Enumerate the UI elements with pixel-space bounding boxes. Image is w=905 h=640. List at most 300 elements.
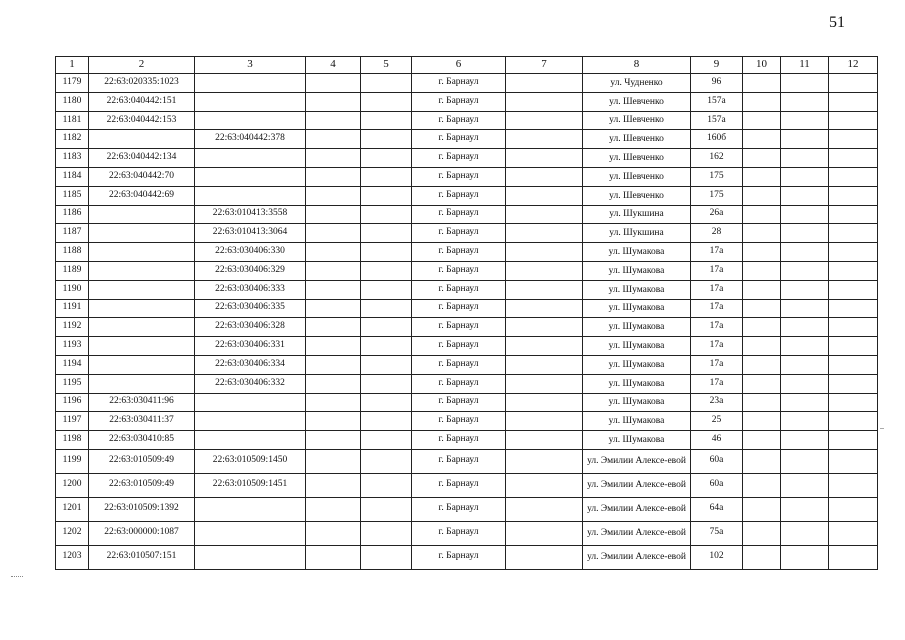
page-number: 51: [829, 14, 845, 31]
cell-col-4: [306, 412, 361, 431]
table-row: [56, 545, 878, 569]
cell-col-12: [829, 449, 878, 473]
cell-house-number: 60а: [691, 473, 743, 497]
cell-settlement: г. Барнаул: [412, 374, 506, 393]
cell-settlement: г. Барнаул: [412, 224, 506, 243]
cell-col-4: [306, 431, 361, 450]
cell-settlement: г. Барнаул: [412, 497, 506, 521]
cell-col-10: [743, 130, 781, 149]
cell-row-number: 1189: [56, 261, 89, 280]
col-header-10: 10: [743, 57, 781, 74]
cell-col-5: [361, 92, 412, 111]
cell-cadastral-number-land: [89, 130, 195, 149]
cell-col-10: [743, 186, 781, 205]
cell-settlement: г. Барнаул: [412, 449, 506, 473]
cell-col-7: [506, 412, 583, 431]
cell-col-10: [743, 545, 781, 569]
table-row: [56, 431, 878, 450]
cell-col-7: [506, 280, 583, 299]
cell-col-5: [361, 374, 412, 393]
cell-cadastral-number-land: [89, 280, 195, 299]
cell-col-12: [829, 521, 878, 545]
cell-settlement: г. Барнаул: [412, 149, 506, 168]
cell-cadastral-number-building: 22:63:030406:333: [195, 280, 306, 299]
cell-col-11: [781, 337, 829, 356]
cell-col-7: [506, 473, 583, 497]
cell-col-5: [361, 167, 412, 186]
cell-col-4: [306, 355, 361, 374]
cell-house-number: 46: [691, 431, 743, 450]
cell-cadastral-number-land: 22:63:040442:69: [89, 186, 195, 205]
cell-house-number: 28: [691, 224, 743, 243]
cell-row-number: 1195: [56, 374, 89, 393]
cell-cadastral-number-building: [195, 412, 306, 431]
cell-col-10: [743, 337, 781, 356]
cell-col-11: [781, 130, 829, 149]
cell-cadastral-number-building: [195, 393, 306, 412]
cell-cadastral-number-land: [89, 261, 195, 280]
cell-col-5: [361, 431, 412, 450]
cell-settlement: г. Барнаул: [412, 299, 506, 318]
cell-col-4: [306, 299, 361, 318]
cell-row-number: 1201: [56, 497, 89, 521]
cell-col-5: [361, 243, 412, 262]
cell-street: ул. Шумакова: [583, 261, 691, 280]
cell-cadastral-number-land: 22:63:010509:49: [89, 473, 195, 497]
cell-col-11: [781, 243, 829, 262]
cell-col-11: [781, 205, 829, 224]
cell-house-number: 175: [691, 186, 743, 205]
table-row: [56, 473, 878, 497]
cell-street: ул. Шукшина: [583, 205, 691, 224]
cell-col-10: [743, 497, 781, 521]
cell-cadastral-number-land: 22:63:010507:151: [89, 545, 195, 569]
col-header-6: 6: [412, 57, 506, 74]
cell-settlement: г. Барнаул: [412, 318, 506, 337]
cell-settlement: г. Барнаул: [412, 205, 506, 224]
cell-col-4: [306, 393, 361, 412]
cell-col-7: [506, 130, 583, 149]
cell-col-10: [743, 205, 781, 224]
cell-cadastral-number-building: [195, 545, 306, 569]
cell-col-10: [743, 149, 781, 168]
cell-row-number: 1193: [56, 337, 89, 356]
cell-house-number: 26а: [691, 205, 743, 224]
cell-cadastral-number-land: [89, 337, 195, 356]
cell-house-number: 17а: [691, 355, 743, 374]
col-header-5: 5: [361, 57, 412, 74]
cell-cadastral-number-building: [195, 74, 306, 93]
cell-settlement: г. Барнаул: [412, 261, 506, 280]
cell-house-number: 17а: [691, 318, 743, 337]
cell-row-number: 1187: [56, 224, 89, 243]
cell-row-number: 1199: [56, 449, 89, 473]
col-header-4: 4: [306, 57, 361, 74]
cell-street: ул. Шевченко: [583, 149, 691, 168]
cell-street: ул. Шумакова: [583, 374, 691, 393]
table-row: [56, 355, 878, 374]
cell-col-11: [781, 374, 829, 393]
table-row: [56, 521, 878, 545]
cell-col-5: [361, 205, 412, 224]
cell-col-4: [306, 521, 361, 545]
cell-cadastral-number-building: 22:63:030406:332: [195, 374, 306, 393]
cell-col-5: [361, 545, 412, 569]
cell-cadastral-number-building: 22:63:030406:334: [195, 355, 306, 374]
cell-row-number: 1190: [56, 280, 89, 299]
cell-col-12: [829, 318, 878, 337]
cell-house-number: 102: [691, 545, 743, 569]
table-row: [56, 205, 878, 224]
cell-cadastral-number-land: [89, 318, 195, 337]
cell-street: ул. Эмилии Алексе-евой: [583, 497, 691, 521]
cell-street: ул. Шумакова: [583, 318, 691, 337]
cell-house-number: 17а: [691, 261, 743, 280]
cell-house-number: 64а: [691, 497, 743, 521]
cell-street: ул. Чудненко: [583, 74, 691, 93]
cell-col-11: [781, 224, 829, 243]
cell-street: ул. Эмилии Алексе-евой: [583, 521, 691, 545]
cell-col-10: [743, 224, 781, 243]
cell-cadastral-number-building: 22:63:030406:331: [195, 337, 306, 356]
cell-col-12: [829, 374, 878, 393]
cell-col-12: [829, 355, 878, 374]
cell-cadastral-number-building: [195, 149, 306, 168]
cell-col-7: [506, 545, 583, 569]
cell-col-10: [743, 92, 781, 111]
col-header-12: 12: [829, 57, 878, 74]
cell-house-number: 162: [691, 149, 743, 168]
cell-street: ул. Шевченко: [583, 186, 691, 205]
cell-col-5: [361, 521, 412, 545]
cell-col-5: [361, 74, 412, 93]
cell-col-11: [781, 431, 829, 450]
cell-col-5: [361, 393, 412, 412]
cell-house-number: 157а: [691, 111, 743, 130]
table-row: [56, 92, 878, 111]
cell-street: ул. Шумакова: [583, 393, 691, 412]
table-row: [56, 149, 878, 168]
cell-settlement: г. Барнаул: [412, 111, 506, 130]
cell-row-number: 1203: [56, 545, 89, 569]
cell-col-10: [743, 167, 781, 186]
cell-col-11: [781, 318, 829, 337]
cell-street: ул. Шумакова: [583, 431, 691, 450]
cell-col-7: [506, 205, 583, 224]
cell-row-number: 1185: [56, 186, 89, 205]
cell-street: ул. Шумакова: [583, 299, 691, 318]
cell-cadastral-number-land: [89, 374, 195, 393]
cell-street: ул. Шевченко: [583, 111, 691, 130]
cell-col-4: [306, 167, 361, 186]
cell-col-4: [306, 374, 361, 393]
cell-cadastral-number-building: 22:63:010413:3558: [195, 205, 306, 224]
cell-house-number: 17а: [691, 280, 743, 299]
cell-cadastral-number-land: 22:63:040442:151: [89, 92, 195, 111]
cell-col-7: [506, 449, 583, 473]
cell-col-12: [829, 280, 878, 299]
cell-col-5: [361, 186, 412, 205]
cell-cadastral-number-land: [89, 205, 195, 224]
cell-col-10: [743, 355, 781, 374]
cell-cadastral-number-land: 22:63:010509:49: [89, 449, 195, 473]
cell-cadastral-number-building: 22:63:030406:329: [195, 261, 306, 280]
cell-settlement: г. Барнаул: [412, 74, 506, 93]
cell-col-10: [743, 473, 781, 497]
cell-col-11: [781, 149, 829, 168]
table-row: [56, 393, 878, 412]
cell-col-11: [781, 521, 829, 545]
cell-house-number: 175: [691, 167, 743, 186]
cell-row-number: 1191: [56, 299, 89, 318]
cell-settlement: г. Барнаул: [412, 280, 506, 299]
cell-cadastral-number-land: 22:63:040442:70: [89, 167, 195, 186]
cell-col-10: [743, 280, 781, 299]
cell-house-number: 23а: [691, 393, 743, 412]
cell-col-12: [829, 186, 878, 205]
cell-street: ул. Шумакова: [583, 243, 691, 262]
cell-house-number: 25: [691, 412, 743, 431]
cell-col-12: [829, 130, 878, 149]
cell-street: ул. Шумакова: [583, 412, 691, 431]
cell-street: ул. Эмилии Алексе-евой: [583, 545, 691, 569]
register-table: [55, 56, 878, 570]
cell-col-7: [506, 393, 583, 412]
cell-col-12: [829, 111, 878, 130]
cell-col-12: [829, 243, 878, 262]
scan-dot: [880, 428, 884, 429]
cell-col-4: [306, 497, 361, 521]
cell-house-number: 60а: [691, 449, 743, 473]
cell-col-5: [361, 261, 412, 280]
cell-col-5: [361, 318, 412, 337]
cell-row-number: 1181: [56, 111, 89, 130]
cell-cadastral-number-building: [195, 497, 306, 521]
table-row: [56, 224, 878, 243]
cell-col-7: [506, 299, 583, 318]
cell-house-number: 96: [691, 74, 743, 93]
cell-col-7: [506, 374, 583, 393]
cell-house-number: 17а: [691, 243, 743, 262]
cell-cadastral-number-building: 22:63:030406:330: [195, 243, 306, 262]
table-row: [56, 299, 878, 318]
cell-col-5: [361, 449, 412, 473]
cell-col-12: [829, 167, 878, 186]
cell-col-10: [743, 74, 781, 93]
cell-row-number: 1196: [56, 393, 89, 412]
cell-col-10: [743, 449, 781, 473]
col-header-2: 2: [89, 57, 195, 74]
cell-cadastral-number-building: [195, 186, 306, 205]
cell-street: ул. Шумакова: [583, 337, 691, 356]
cell-col-11: [781, 393, 829, 412]
cell-col-10: [743, 393, 781, 412]
table-row: [56, 280, 878, 299]
table-row: [56, 261, 878, 280]
cell-col-12: [829, 261, 878, 280]
table-row: [56, 374, 878, 393]
col-header-3: 3: [195, 57, 306, 74]
cell-col-7: [506, 92, 583, 111]
cell-col-5: [361, 337, 412, 356]
col-header-11: 11: [781, 57, 829, 74]
cell-col-12: [829, 92, 878, 111]
cell-col-11: [781, 412, 829, 431]
cell-col-10: [743, 521, 781, 545]
cell-col-4: [306, 337, 361, 356]
table-row: [56, 130, 878, 149]
cell-street: ул. Шумакова: [583, 280, 691, 299]
cell-cadastral-number-land: [89, 224, 195, 243]
cell-cadastral-number-land: 22:63:010509:1392: [89, 497, 195, 521]
cell-row-number: 1198: [56, 431, 89, 450]
table-row: [56, 243, 878, 262]
cell-col-12: [829, 497, 878, 521]
cell-cadastral-number-land: [89, 299, 195, 318]
cell-house-number: 17а: [691, 374, 743, 393]
cell-row-number: 1186: [56, 205, 89, 224]
cell-col-4: [306, 545, 361, 569]
cell-cadastral-number-building: [195, 521, 306, 545]
cell-col-10: [743, 243, 781, 262]
table-row: [56, 497, 878, 521]
cell-cadastral-number-building: 22:63:030406:328: [195, 318, 306, 337]
col-header-9: 9: [691, 57, 743, 74]
cell-col-12: [829, 74, 878, 93]
cell-row-number: 1194: [56, 355, 89, 374]
cell-col-4: [306, 261, 361, 280]
table-body: [56, 74, 878, 570]
cell-col-4: [306, 186, 361, 205]
cell-col-4: [306, 224, 361, 243]
cell-col-4: [306, 111, 361, 130]
cell-row-number: 1183: [56, 149, 89, 168]
cell-col-7: [506, 243, 583, 262]
cell-col-4: [306, 149, 361, 168]
col-header-7: 7: [506, 57, 583, 74]
cell-cadastral-number-building: 22:63:030406:335: [195, 299, 306, 318]
cell-house-number: 157а: [691, 92, 743, 111]
cell-row-number: 1182: [56, 130, 89, 149]
cell-col-7: [506, 337, 583, 356]
cell-cadastral-number-land: 22:63:020335:1023: [89, 74, 195, 93]
cell-col-5: [361, 412, 412, 431]
cell-row-number: 1180: [56, 92, 89, 111]
cell-col-11: [781, 355, 829, 374]
cell-col-4: [306, 74, 361, 93]
cell-col-11: [781, 299, 829, 318]
cell-col-7: [506, 74, 583, 93]
cell-settlement: г. Барнаул: [412, 92, 506, 111]
cell-cadastral-number-land: [89, 243, 195, 262]
cell-cadastral-number-building: 22:63:010413:3064: [195, 224, 306, 243]
cell-settlement: г. Барнаул: [412, 521, 506, 545]
cell-col-12: [829, 337, 878, 356]
cell-settlement: г. Барнаул: [412, 473, 506, 497]
cell-col-11: [781, 92, 829, 111]
cell-row-number: 1184: [56, 167, 89, 186]
cell-col-11: [781, 449, 829, 473]
cell-col-7: [506, 111, 583, 130]
cell-settlement: г. Барнаул: [412, 545, 506, 569]
cell-cadastral-number-building: [195, 92, 306, 111]
cell-cadastral-number-building: [195, 431, 306, 450]
cell-cadastral-number-land: 22:63:030410:85: [89, 431, 195, 450]
cell-col-5: [361, 299, 412, 318]
cell-col-12: [829, 545, 878, 569]
cell-settlement: г. Барнаул: [412, 243, 506, 262]
cell-settlement: г. Барнаул: [412, 130, 506, 149]
cell-col-4: [306, 243, 361, 262]
table-row: [56, 412, 878, 431]
cell-col-4: [306, 280, 361, 299]
scan-mark: [11, 576, 23, 577]
cell-row-number: 1197: [56, 412, 89, 431]
cell-cadastral-number-land: 22:63:040442:134: [89, 149, 195, 168]
table-row: [56, 449, 878, 473]
cell-col-12: [829, 431, 878, 450]
cell-col-4: [306, 473, 361, 497]
cell-col-5: [361, 280, 412, 299]
cell-cadastral-number-building: 22:63:010509:1450: [195, 449, 306, 473]
cell-col-11: [781, 111, 829, 130]
cell-col-10: [743, 299, 781, 318]
cell-col-4: [306, 449, 361, 473]
cell-cadastral-number-building: [195, 167, 306, 186]
cell-house-number: 17а: [691, 299, 743, 318]
cell-col-5: [361, 111, 412, 130]
cell-cadastral-number-building: 22:63:010509:1451: [195, 473, 306, 497]
cell-col-5: [361, 149, 412, 168]
cell-col-7: [506, 224, 583, 243]
cell-street: ул. Эмилии Алексе-евой: [583, 449, 691, 473]
cell-col-12: [829, 224, 878, 243]
cell-settlement: г. Барнаул: [412, 412, 506, 431]
cell-street: ул. Шевченко: [583, 92, 691, 111]
cell-cadastral-number-land: 22:63:040442:153: [89, 111, 195, 130]
cell-col-7: [506, 167, 583, 186]
cell-col-11: [781, 186, 829, 205]
cell-col-5: [361, 473, 412, 497]
header-row: [56, 57, 878, 74]
cell-col-12: [829, 205, 878, 224]
cell-street: ул. Шевченко: [583, 167, 691, 186]
cell-col-7: [506, 318, 583, 337]
cell-col-10: [743, 111, 781, 130]
cell-row-number: 1188: [56, 243, 89, 262]
cell-col-12: [829, 149, 878, 168]
table-row: [56, 74, 878, 93]
cell-cadastral-number-land: 22:63:000000:1087: [89, 521, 195, 545]
cell-col-12: [829, 412, 878, 431]
cell-row-number: 1179: [56, 74, 89, 93]
cell-col-4: [306, 92, 361, 111]
cell-street: ул. Эмилии Алексе-евой: [583, 473, 691, 497]
cell-settlement: г. Барнаул: [412, 431, 506, 450]
cell-col-10: [743, 261, 781, 280]
cell-house-number: 75а: [691, 521, 743, 545]
table-row: [56, 318, 878, 337]
cell-house-number: 17а: [691, 337, 743, 356]
cell-col-12: [829, 473, 878, 497]
cell-col-7: [506, 149, 583, 168]
cell-settlement: г. Барнаул: [412, 393, 506, 412]
table-row: [56, 167, 878, 186]
cell-col-10: [743, 318, 781, 337]
cell-col-7: [506, 431, 583, 450]
cell-cadastral-number-land: 22:63:030411:37: [89, 412, 195, 431]
cell-col-7: [506, 355, 583, 374]
